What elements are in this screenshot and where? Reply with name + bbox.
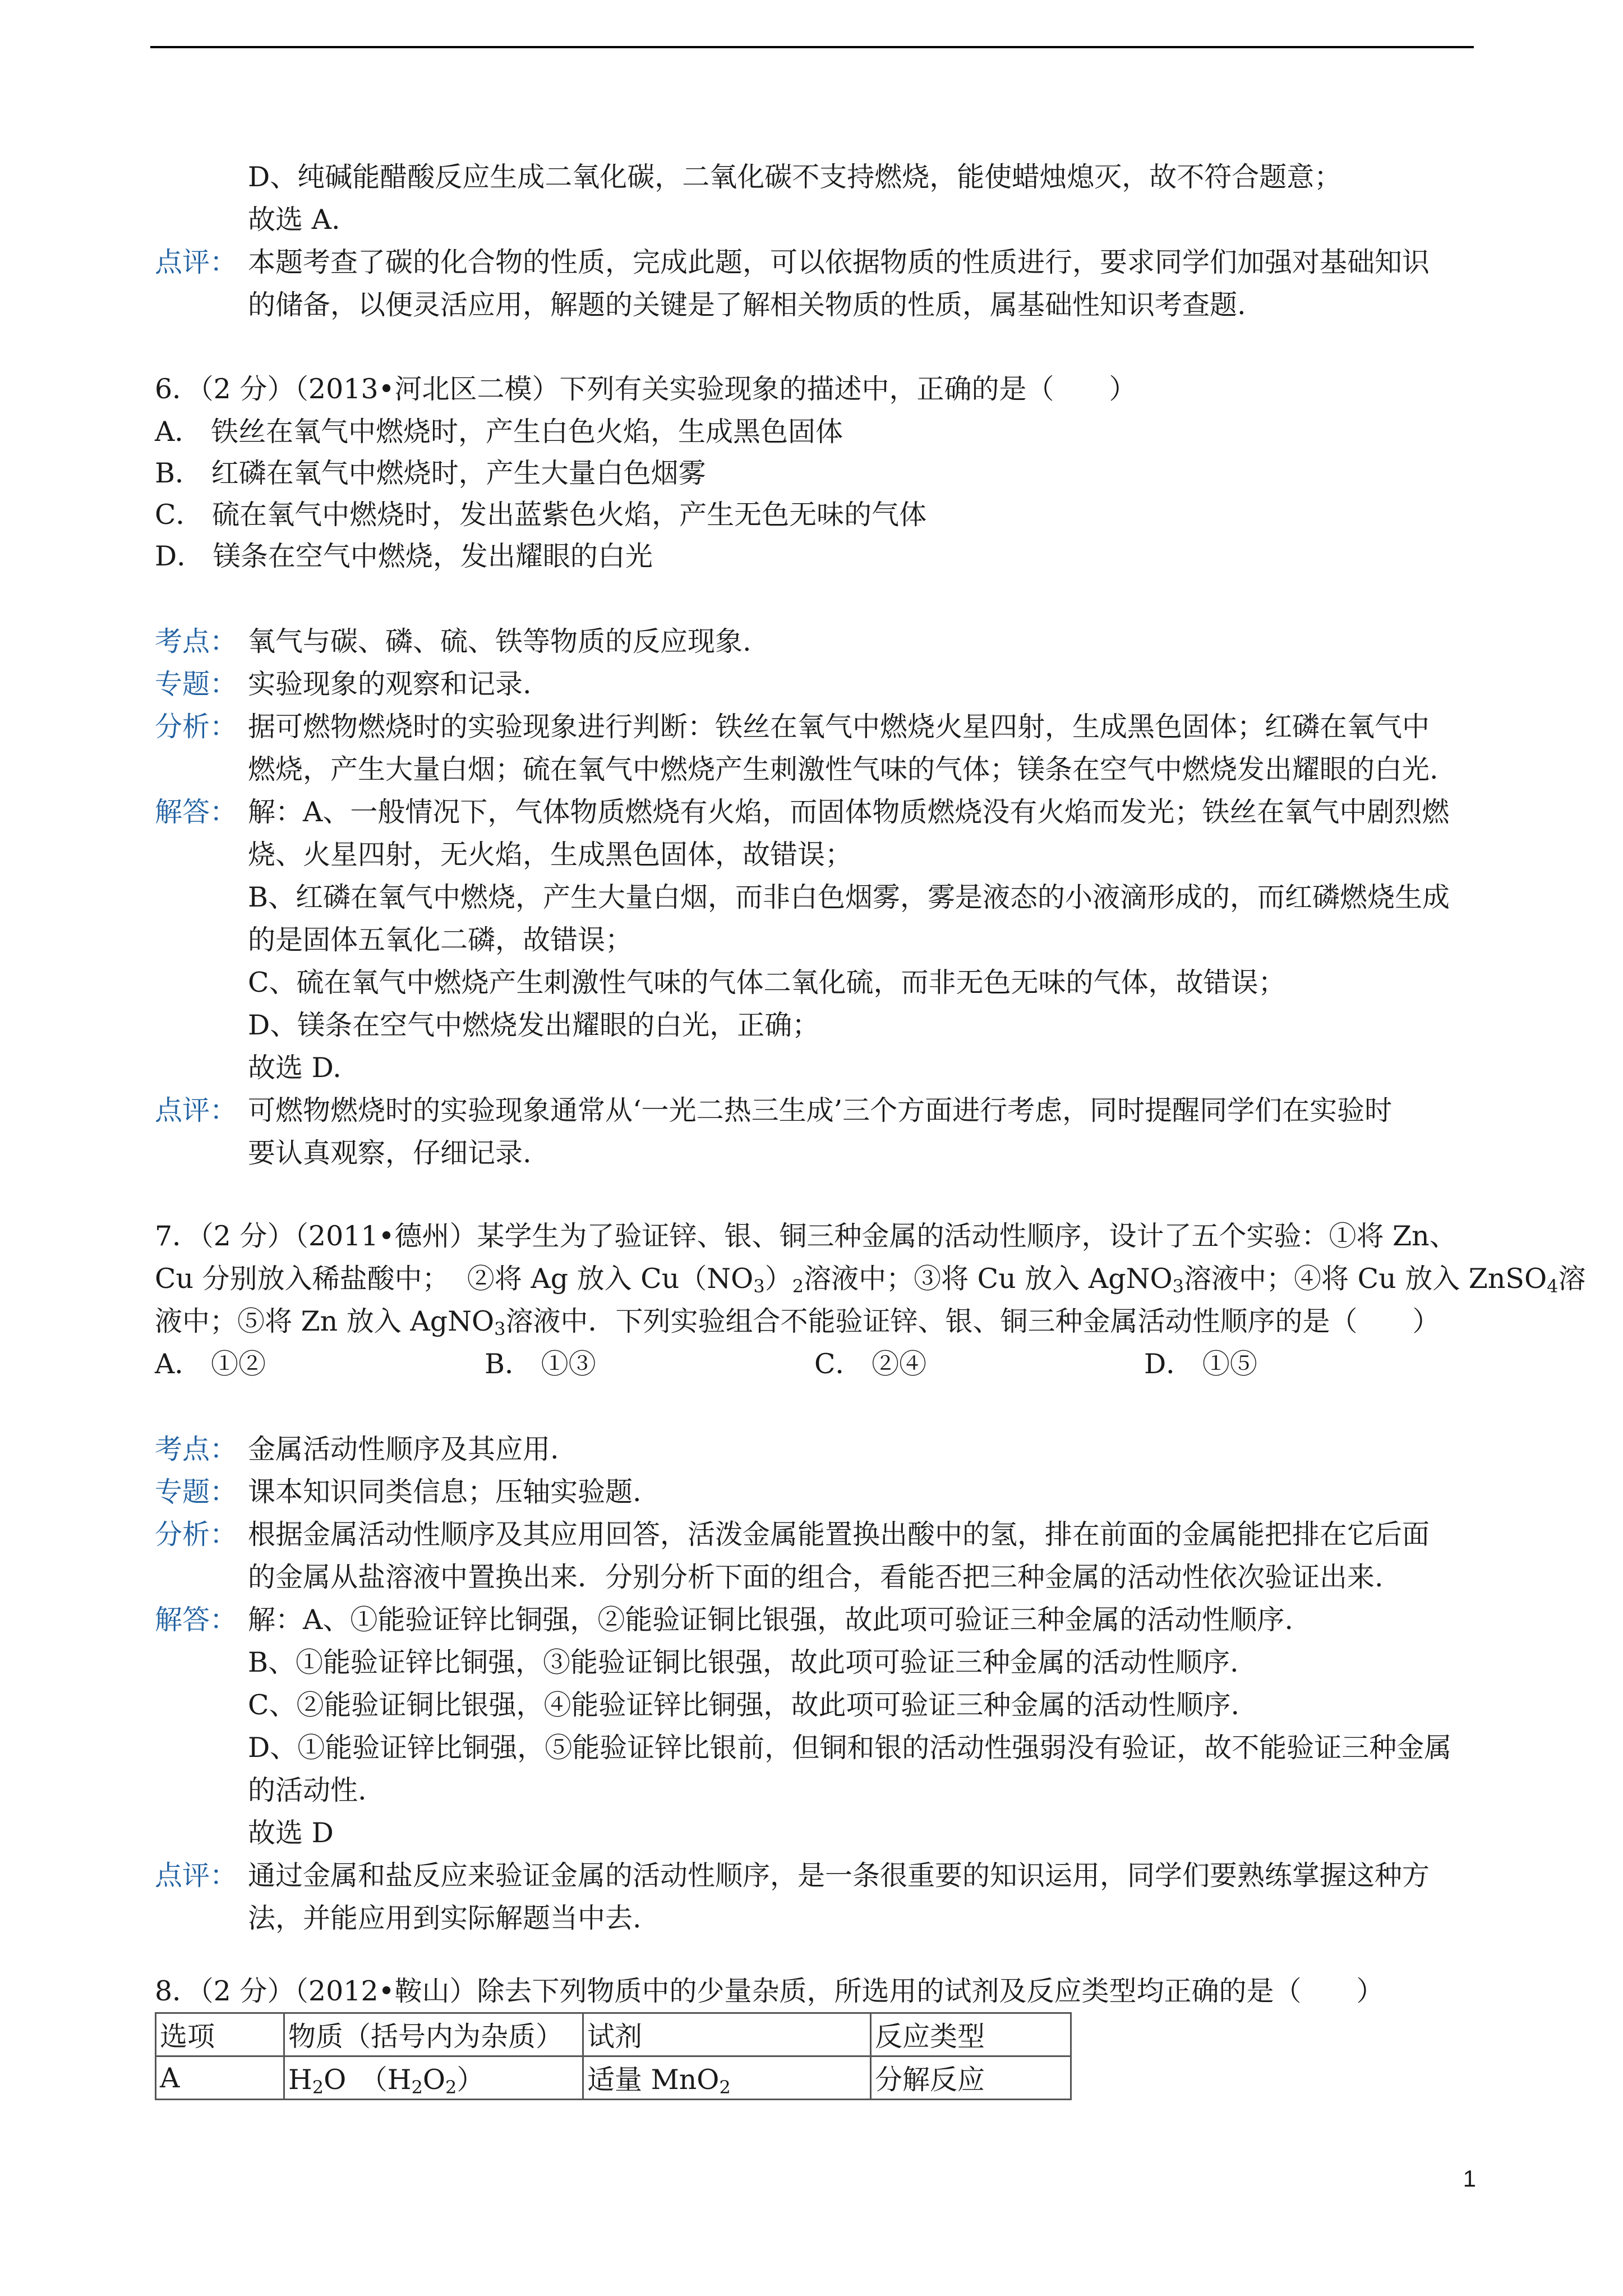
question-6-option-c: C． 硫在氧气中燃烧时，发出蓝紫色火焰，产生无色无味的气体 (155, 499, 927, 531)
q6-zhuanti-label: 专题： (155, 668, 238, 700)
question-7-stem: Cu 分别放入稀盐酸中； ②将 Ag 放入 $Cu(NO_3)_2$溶液中；③将 Cu 放入 AgNO$_3$溶液中；④将 Cu 放入 ZnSO$_4$溶 (155, 1263, 1586, 1297)
question-7-option-c: C． ②④ (814, 1348, 927, 1380)
q6-fenxi-line: 据可燃物燃烧时的实验现象进行判断：铁丝在氧气中燃烧火星四射，生成黑色固体；红磷在氧气中 (248, 711, 1430, 743)
q6-jieda-label: 解答： (155, 796, 238, 828)
q7-kaodian: 金属活动性顺序及其应用. (248, 1433, 559, 1465)
table-cell-reagent: 适量 MnO$_2$ (583, 2056, 871, 2100)
q7-jieda-line: 的活动性. (248, 1774, 367, 1806)
q7-fenxi-label: 分析： (155, 1519, 238, 1550)
q7-jieda-line: C、②能验证铜比银强，④能验证锌比铜强，故此项可验证三种金属的活动性顺序. (248, 1689, 1240, 1721)
table-header-cell: 反应类型 (871, 2013, 1071, 2056)
page-number: 1 (1463, 2165, 1476, 2192)
question-7-stem: 液中；⑤将 Zn 放入 AgNO$_3$溶液中．下列实验组合不能验证锌、银、铜三种金属活动性顺序的是（ ） (155, 1305, 1440, 1340)
q6-jieda-line: D、镁条在空气中燃烧发出耀眼的白光，正确； (248, 1009, 820, 1041)
question-7-option-a: A． ①② (155, 1348, 266, 1380)
q7-fenxi-line: 根据金属活动性顺序及其应用回答，活泼金属能置换出酸中的氢，排在前面的金属能把排在它后面 (248, 1519, 1430, 1550)
table-cell-reaction-type: 分解反应 (871, 2056, 1071, 2100)
q7-dianping-line: 法，并能应用到实际解题当中去. (248, 1902, 642, 1934)
table-cell-option: A (156, 2056, 284, 2100)
q7-kaodian-label: 考点： (155, 1433, 238, 1465)
q7-dianping-line: 通过金属和盐反应来验证金属的活动性顺序，是一条很重要的知识运用，同学们要熟练掌握这种方 (248, 1860, 1430, 1892)
question-6-option-d: D． 镁条在空气中燃烧，发出耀眼的白光 (155, 540, 653, 572)
q7-jieda-label: 解答： (155, 1604, 238, 1636)
answer-table (155, 2012, 1072, 2100)
q6-jieda-line: 烧、火星四射，无火焰，生成黑色固体，故错误； (248, 839, 853, 871)
q6-fenxi-label: 分析： (155, 711, 238, 743)
q6-jieda-line: B、红磷在氧气中燃烧，产生大量白烟，而非白色烟雾，雾是液态的小液滴形成的，而红磷燃烧生成 (248, 881, 1450, 913)
q7-zhuanti-label: 专题： (155, 1476, 238, 1508)
question-8-stem: 8．（2 分）（2012•鞍山）除去下列物质中的少量杂质，所选用的试剂及反应类型均正确的是（ ） (155, 1975, 1384, 2007)
q7-fenxi-line: 的金属从盐溶液中置换出来．分别分析下面的组合，看能否把三种金属的活动性依次验证出来. (248, 1561, 1384, 1593)
table-header-cell: 物质（括号内为杂质） (284, 2013, 583, 2056)
prev-option-d-analysis: D、纯碱能醋酸反应生成二氧化碳，二氧化碳不支持燃烧，能使蜡烛熄灭，故不符合题意； (248, 161, 1342, 193)
question-6-option-b: B． 红磷在氧气中燃烧时，产生大量白色烟雾 (155, 457, 706, 489)
q6-fenxi-line: 燃烧，产生大量白烟；硫在氧气中燃烧产生刺激性气味的气体；镁条在空气中燃烧发出耀眼的白光. (248, 753, 1438, 785)
prev-comment-line: 的储备，以便灵活应用，解题的关键是了解相关物质的性质，属基础性知识考查题. (248, 289, 1246, 321)
q6-dianping-line: 可燃物燃烧时的实验现象通常从‘一光二热三生成’三个方面进行考虑，同时提醒同学们在实验时 (248, 1094, 1393, 1126)
question-7-stem: 7．（2 分）（2011•德州）某学生为了验证锌、银、铜三种金属的活动性顺序，设计了五个实验：①将 Zn、 (155, 1220, 1457, 1252)
q6-zhuanti: 实验现象的观察和记录. (248, 668, 532, 700)
q6-jieda-line: 故选 D. (248, 1052, 342, 1084)
question-6-option-a: A． 铁丝在氧气中燃烧时，产生白色火焰，生成黑色固体 (155, 416, 843, 448)
q7-jieda-line: B、①能验证锌比铜强，③能验证铜比银强，故此项可验证三种金属的活动性顺序. (248, 1646, 1239, 1678)
table-header-cell: 试剂 (583, 2013, 871, 2056)
q6-jieda-line: 的是固体五氧化二磷，故错误； (248, 924, 633, 956)
table-row (156, 2056, 1071, 2100)
question-6-stem: 6．（2 分）（2013•河北区二模）下列有关实验现象的描述中，正确的是（ ） (155, 373, 1137, 405)
header-rule (150, 46, 1474, 48)
q6-kaodian: 氧气与碳、磷、硫、铁等物质的反应现象. (248, 625, 751, 657)
table-header-cell: 选项 (156, 2013, 284, 2056)
prev-answer: 故选 A. (248, 204, 340, 236)
q6-dianping-line: 要认真观察，仔细记录. (248, 1137, 532, 1169)
prev-comment-label: 点评： (155, 246, 238, 278)
q7-jieda-line: 解：A、①能验证锌比铜强，②能验证铜比银强，故此项可验证三种金属的活动性顺序. (248, 1604, 1293, 1636)
table-header-row (156, 2013, 1071, 2056)
table-cell-substance: $H_2O$ $(H_2O_2)$ (284, 2056, 583, 2100)
q7-dianping-label: 点评： (155, 1860, 238, 1892)
question-7-option-d: D． ①⑤ (1144, 1348, 1257, 1380)
q6-kaodian-label: 考点： (155, 625, 238, 657)
question-7-option-b: B． ①③ (485, 1348, 596, 1380)
q7-jieda-line: D、①能验证锌比铜强，⑤能验证锌比银前，但铜和银的活动性强弱没有验证，故不能验证三种金属 (248, 1732, 1452, 1764)
q6-dianping-label: 点评： (155, 1094, 238, 1126)
q6-jieda-line: 解：A、一般情况下，气体物质燃烧有火焰，而固体物质燃烧没有火焰而发光；铁丝在氧气中剧烈燃 (248, 796, 1450, 828)
q7-zhuanti: 课本知识同类信息；压轴实验题. (248, 1476, 642, 1508)
q6-jieda-line: C、硫在氧气中燃烧产生刺激性气味的气体二氧化硫，而非无色无味的气体，故错误； (248, 967, 1286, 999)
q7-jieda-line: 故选 D (248, 1817, 334, 1849)
prev-comment-line: 本题考查了碳的化合物的性质，完成此题，可以依据物质的性质进行，要求同学们加强对基础知识 (248, 246, 1430, 278)
